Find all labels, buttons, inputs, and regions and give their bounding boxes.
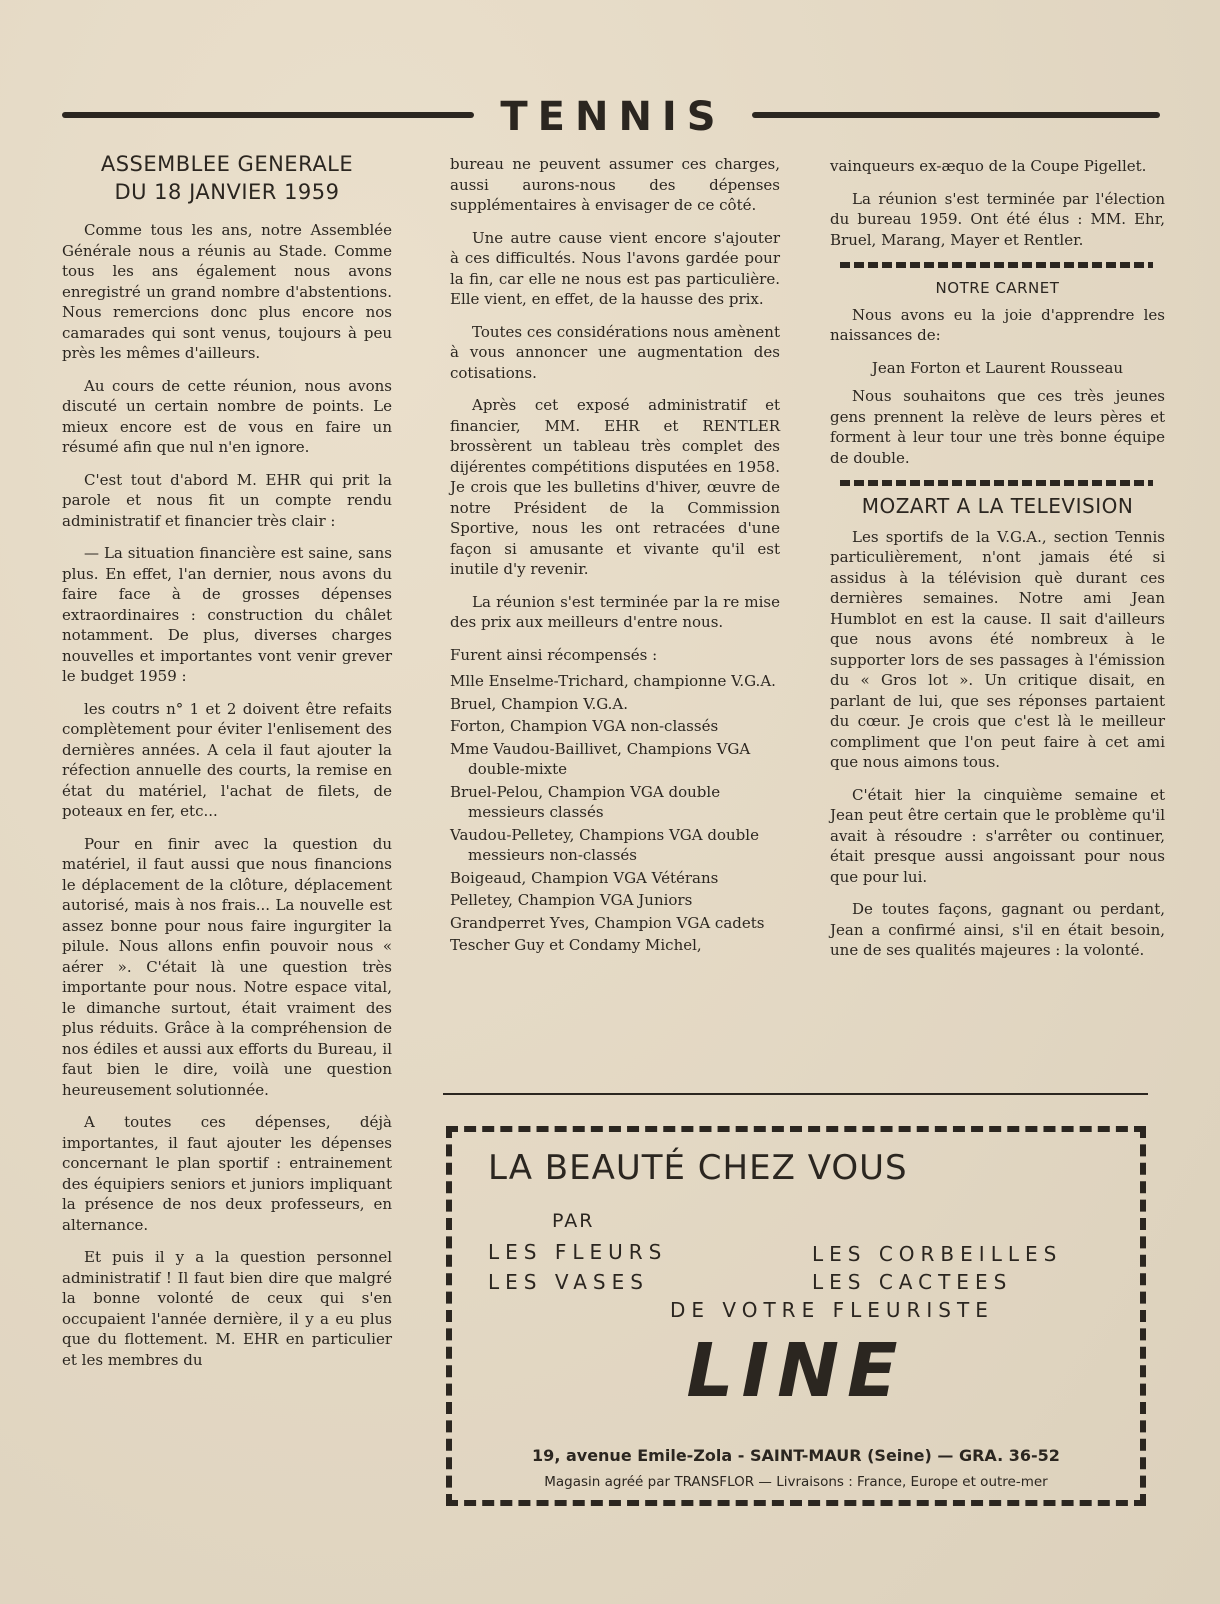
mozart-heading: MOZART A LA TELEVISION [861,494,1134,518]
column-1 [62,150,392,1382]
award-item: Grandperret Yves, Champion VGA cadets [450,913,765,932]
ad-brand-logo: LINE [686,1328,906,1414]
paragraph: Nous souhaitons que ces très jeunes gens prennent la relève de leurs pères et forment à leur tour une très bonne équipe de double. [830,387,1165,467]
dashed-divider [840,480,1153,486]
paragraph: Au cours de cette réunion, nous avons discuté un certain nombre de points. Le mieux encore est de vous en faire un résumé afin que nul n'en ignore. [62,376,392,456]
paragraph: C'était hier la cinquième semaine et Jean peut être certain que le problème qu'il avait à résoudre : s'arrêter ou continuer, était presque aussi angoissant pour nous que pour lui. [830,785,1165,886]
heading-line-2: DU 18 JANVIER 1959 [114,180,340,204]
paragraph: Nous avons eu la joie d'apprendre les naissances de: [830,305,1165,344]
paragraph: A toutes ces dépenses, déjà importantes, il faut ajouter les dépenses concernant le plan sportif : entrainement des équipiers seniors et juniors impliquant la présence de nos deux professeurs, en alternance. [62,1113,392,1234]
paragraph: bureau ne peuvent assumer ces charges, aussi aurons-nous des dépenses supplémentaires à envisager de ce côté. [450,155,780,214]
column-3 [830,156,1165,973]
ad-address: 19, avenue Emile-Zola - SAINT-MAUR (Seine) — GRA. 36-52 [532,1446,1060,1465]
awards-list [450,671,780,956]
award-item: Bruel-Pelou, Champion VGA double messieurs classés [450,782,721,821]
ad-item-cactees: LES CACTEES [812,1270,1013,1294]
award-item: Vaudou-Pelletey, Champions VGA double messieurs non-classés [450,825,759,864]
header-rule-left [62,112,474,118]
florist-advertisement [446,1126,1146,1506]
award-item: Tescher Guy et Condamy Michel, [450,936,702,954]
carnet-heading: NOTRE CARNET [935,279,1060,297]
ad-item-corbeilles: LES CORBEILLES [812,1242,1063,1266]
awards-intro: Furent ainsi récompensés : [450,645,658,664]
paragraph: Pour en finir avec la question du matériel, il faut aussi que nous financions le déplacement de la clôture, déplacement autorisé, mais à nos frais... La nouvelle est assez bonne pour nous faire ingurgiter la pilule. Nous allons enfin pouvoir nous « aérer ». C'était là une question très importante pour nous. Notre espace vital, le dimanche surtout, était vraiment des plus réduits. Grâce à la compréhension de nos édiles et aussi aux efforts du Bureau, il faut bien le dire, voilà une question heureusement solutionnée. [62,834,392,1099]
award-item: Mlle Enselme-Trichard, championne V.G.A. [450,672,776,690]
award-item: Bruel, Champion V.G.A. [450,694,629,713]
column-2 [450,154,780,958]
horizontal-rule [443,1093,1148,1095]
paragraph: Après cet exposé administratif et financier, MM. EHR et RENTLER brossèrent un tableau très complet des dijérentes compétitions disputées en 1958. Je crois que les bulletins d'hiver, œuvre de notre Président de la Commission Sportive, nous les ont retracées d'une façon si amusante et vivante qu'il est inutile d'y revenir. [450,396,780,578]
article-heading-assemblee [62,150,392,206]
paragraph: vainqueurs ex-æquo de la Coupe Pigellet. [830,157,1147,175]
award-item: Forton, Champion VGA non-classés [450,717,719,735]
ad-footer: Magasin agréé par TRANSFLOR — Livraisons : France, Europe et outre-mer [544,1474,1048,1490]
ad-headline: LA BEAUTÉ CHEZ VOUS [488,1148,908,1188]
ad-par: PAR [552,1210,595,1232]
section-title: TENNIS [500,94,726,140]
paragraph: Et puis il y a la question personnel administratif ! Il faut bien dire que malgré la bonne volonté de ceux qui s'en occupaient l'année dernière, il y a eu plus que du flottement. M. EHR en particulier et les membres du [62,1248,392,1369]
ad-tagline: DE VOTRE FLEURISTE [670,1298,994,1322]
paragraph: Une autre cause vient encore s'ajouter à ces difficultés. Nous l'avons gardée pour la fin, car elle ne nous est pas particulière. Elle vient, en effet, de la hausse des prix. [450,228,780,308]
paragraph: les coutrs n° 1 et 2 doivent être refaits complètement pour éviter l'enlisement des dernières années. A cela il faut ajouter la réfection annuelle des courts, la remise en état du matériel, l'achat de filets, de poteaux en fer, etc... [62,699,392,820]
ad-item-vases: LES VASES [488,1270,649,1294]
paragraph: — La situation financière est saine, sans plus. En effet, l'an dernier, nous avons du faire face à de grosses dépenses extraordinaires : construction du châlet notamment. De plus, diverses charges nouvelles et importantes vont venir grever le budget 1959 : [62,544,392,685]
paragraph: Toutes ces considérations nous amènent à vous annoncer une augmentation des cotisations. [450,322,780,382]
birth-names: Jean Forton et Laurent Rousseau [871,358,1124,377]
header-rule-right [752,112,1160,118]
paragraph: Comme tous les ans, notre Assemblée Générale nous a réunis au Stade. Comme tous les ans également nous avons enregistré un grand nombre d'abstentions. Nous remercions donc plus encore nos camarades qui sont venus, toujours à peu près les mêmes d'ailleurs. [62,221,392,362]
section-header [62,96,1160,138]
award-item: Pelletey, Champion VGA Juniors [450,891,693,909]
paragraph: La réunion s'est terminée par la re mise des prix aux meilleurs d'entre nous. [450,592,780,631]
heading-line-1: ASSEMBLEE GENERALE [100,152,354,176]
paragraph: La réunion s'est terminée par l'élection du bureau 1959. Ont été élus : MM. Ehr, Bruel, Marang, Mayer et Rentler. [830,189,1165,249]
award-item: Boigeaud, Champion VGA Vétérans [450,868,719,887]
ad-item-fleurs: LES FLEURS [488,1240,668,1264]
paragraph: C'est tout d'abord M. EHR qui prit la parole et nous fit un compte rendu administratif et financier très clair : [62,470,392,530]
paragraph: De toutes façons, gagnant ou perdant, Jean a confirmé ainsi, s'il en était besoin, une de ses qualités majeures : la volonté. [830,900,1165,959]
award-item: Mme Vaudou-Baillivet, Champions VGA double-mixte [450,739,751,778]
paragraph: Les sportifs de la V.G.A., section Tennis particulièrement, n'ont jamais été si assidus à la télévision què durant ces dernières semaines. Notre ami Jean Humblot en est la cause. Il sait d'ailleurs que nous avons été nombreux à le supporter lors de ses passages à l'émission du « Gros lot ». Un critique disait, en parlant de lui, que ses réponses partaient du cœur. Je crois que c'est là le meilleur compliment que l'on peut faire à cet ami que nous aimons tous. [830,527,1165,771]
dashed-divider [840,262,1153,268]
